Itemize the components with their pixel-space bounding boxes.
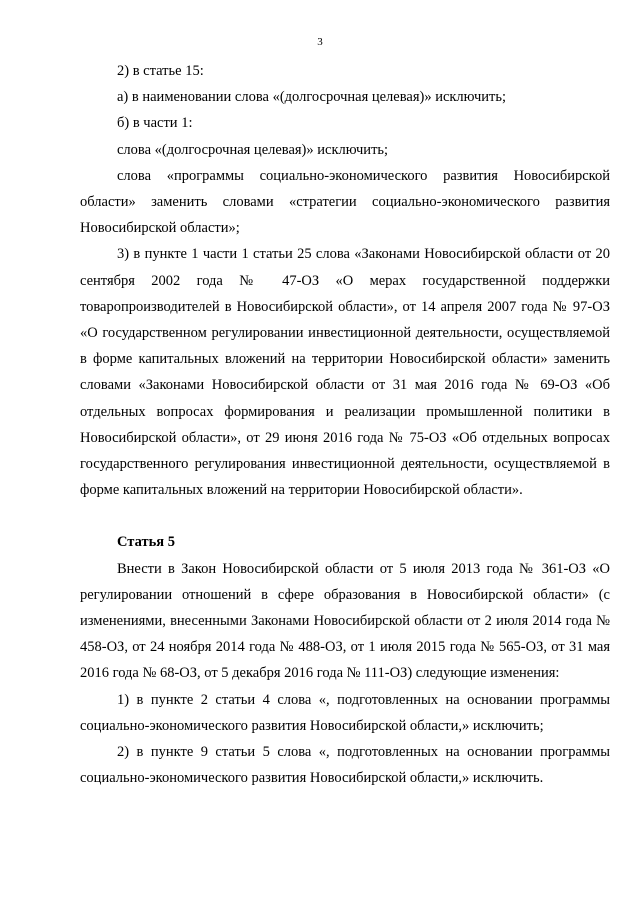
paragraph: 2) в статье 15: bbox=[117, 63, 204, 79]
paragraph: 1) в пункте 2 статьи 4 слова «, подготовленных на основании программы социально-экономического развития Новосибирской области,» исключить; bbox=[80, 691, 610, 734]
paragraph: б) в части 1: bbox=[117, 115, 193, 132]
paragraph: слова «программы социально-экономического развития Новосибирской области» заменить словами «стратегии социально-экономического развития Новосибирской области»; bbox=[80, 167, 610, 237]
paragraph: 2) в пункте 9 статьи 5 слова «, подготовленных на основании программы социально-экономического развития Новосибирской области,» исключить. bbox=[80, 744, 610, 787]
document-body bbox=[80, 58, 610, 791]
paragraph: слова «(долгосрочная целевая)» исключить; bbox=[117, 141, 389, 158]
paragraph: а) в наименовании слова «(долгосрочная целевая)» исключить; bbox=[117, 89, 506, 106]
paragraph: Внести в Закон Новосибирской области от 5 июля 2013 года № 361-ОЗ «О регулировании отношений в сфере образования в Новосибирской области» (с изменениями, внесенными Законами Новосибирской области от 2 июля 2014 года № 458-ОЗ, от 24 ноября 2014 года № 488-ОЗ, от 1 июля 2015 года № 565-ОЗ, от 31 мая 2016 года № 68-ОЗ, от 5 декабря 2016 года № 111-ОЗ) следующие изменения: bbox=[80, 560, 610, 682]
page-number: 3 bbox=[317, 36, 323, 48]
paragraph: 3) в пункте 1 части 1 статьи 25 слова «Законами Новосибирской области от 20 сентября 2002 года № 47-ОЗ «О мерах государственной поддержки товаропроизводителей в Новосибирской области», от 14 апреля 2007 года № 97-ОЗ «О государственном регулировании инвестиционной деятельности, осуществляемой в форме капитальных вложений на территории Новосибирской области» заменить словами «Законами Новосибирской области от 31 мая 2016 года № 69-ОЗ «Об отдельных вопросах формирования и реализации промышленной политики в Новосибирской области», от 29 июня 2016 года № 75-ОЗ «Об отдельных вопросах государственного регулирования инвестиционной деятельности, осуществляемой в форме капитальных вложений на территории Новосибирской области». bbox=[80, 246, 610, 499]
article-heading: Статья 5 bbox=[117, 534, 175, 551]
